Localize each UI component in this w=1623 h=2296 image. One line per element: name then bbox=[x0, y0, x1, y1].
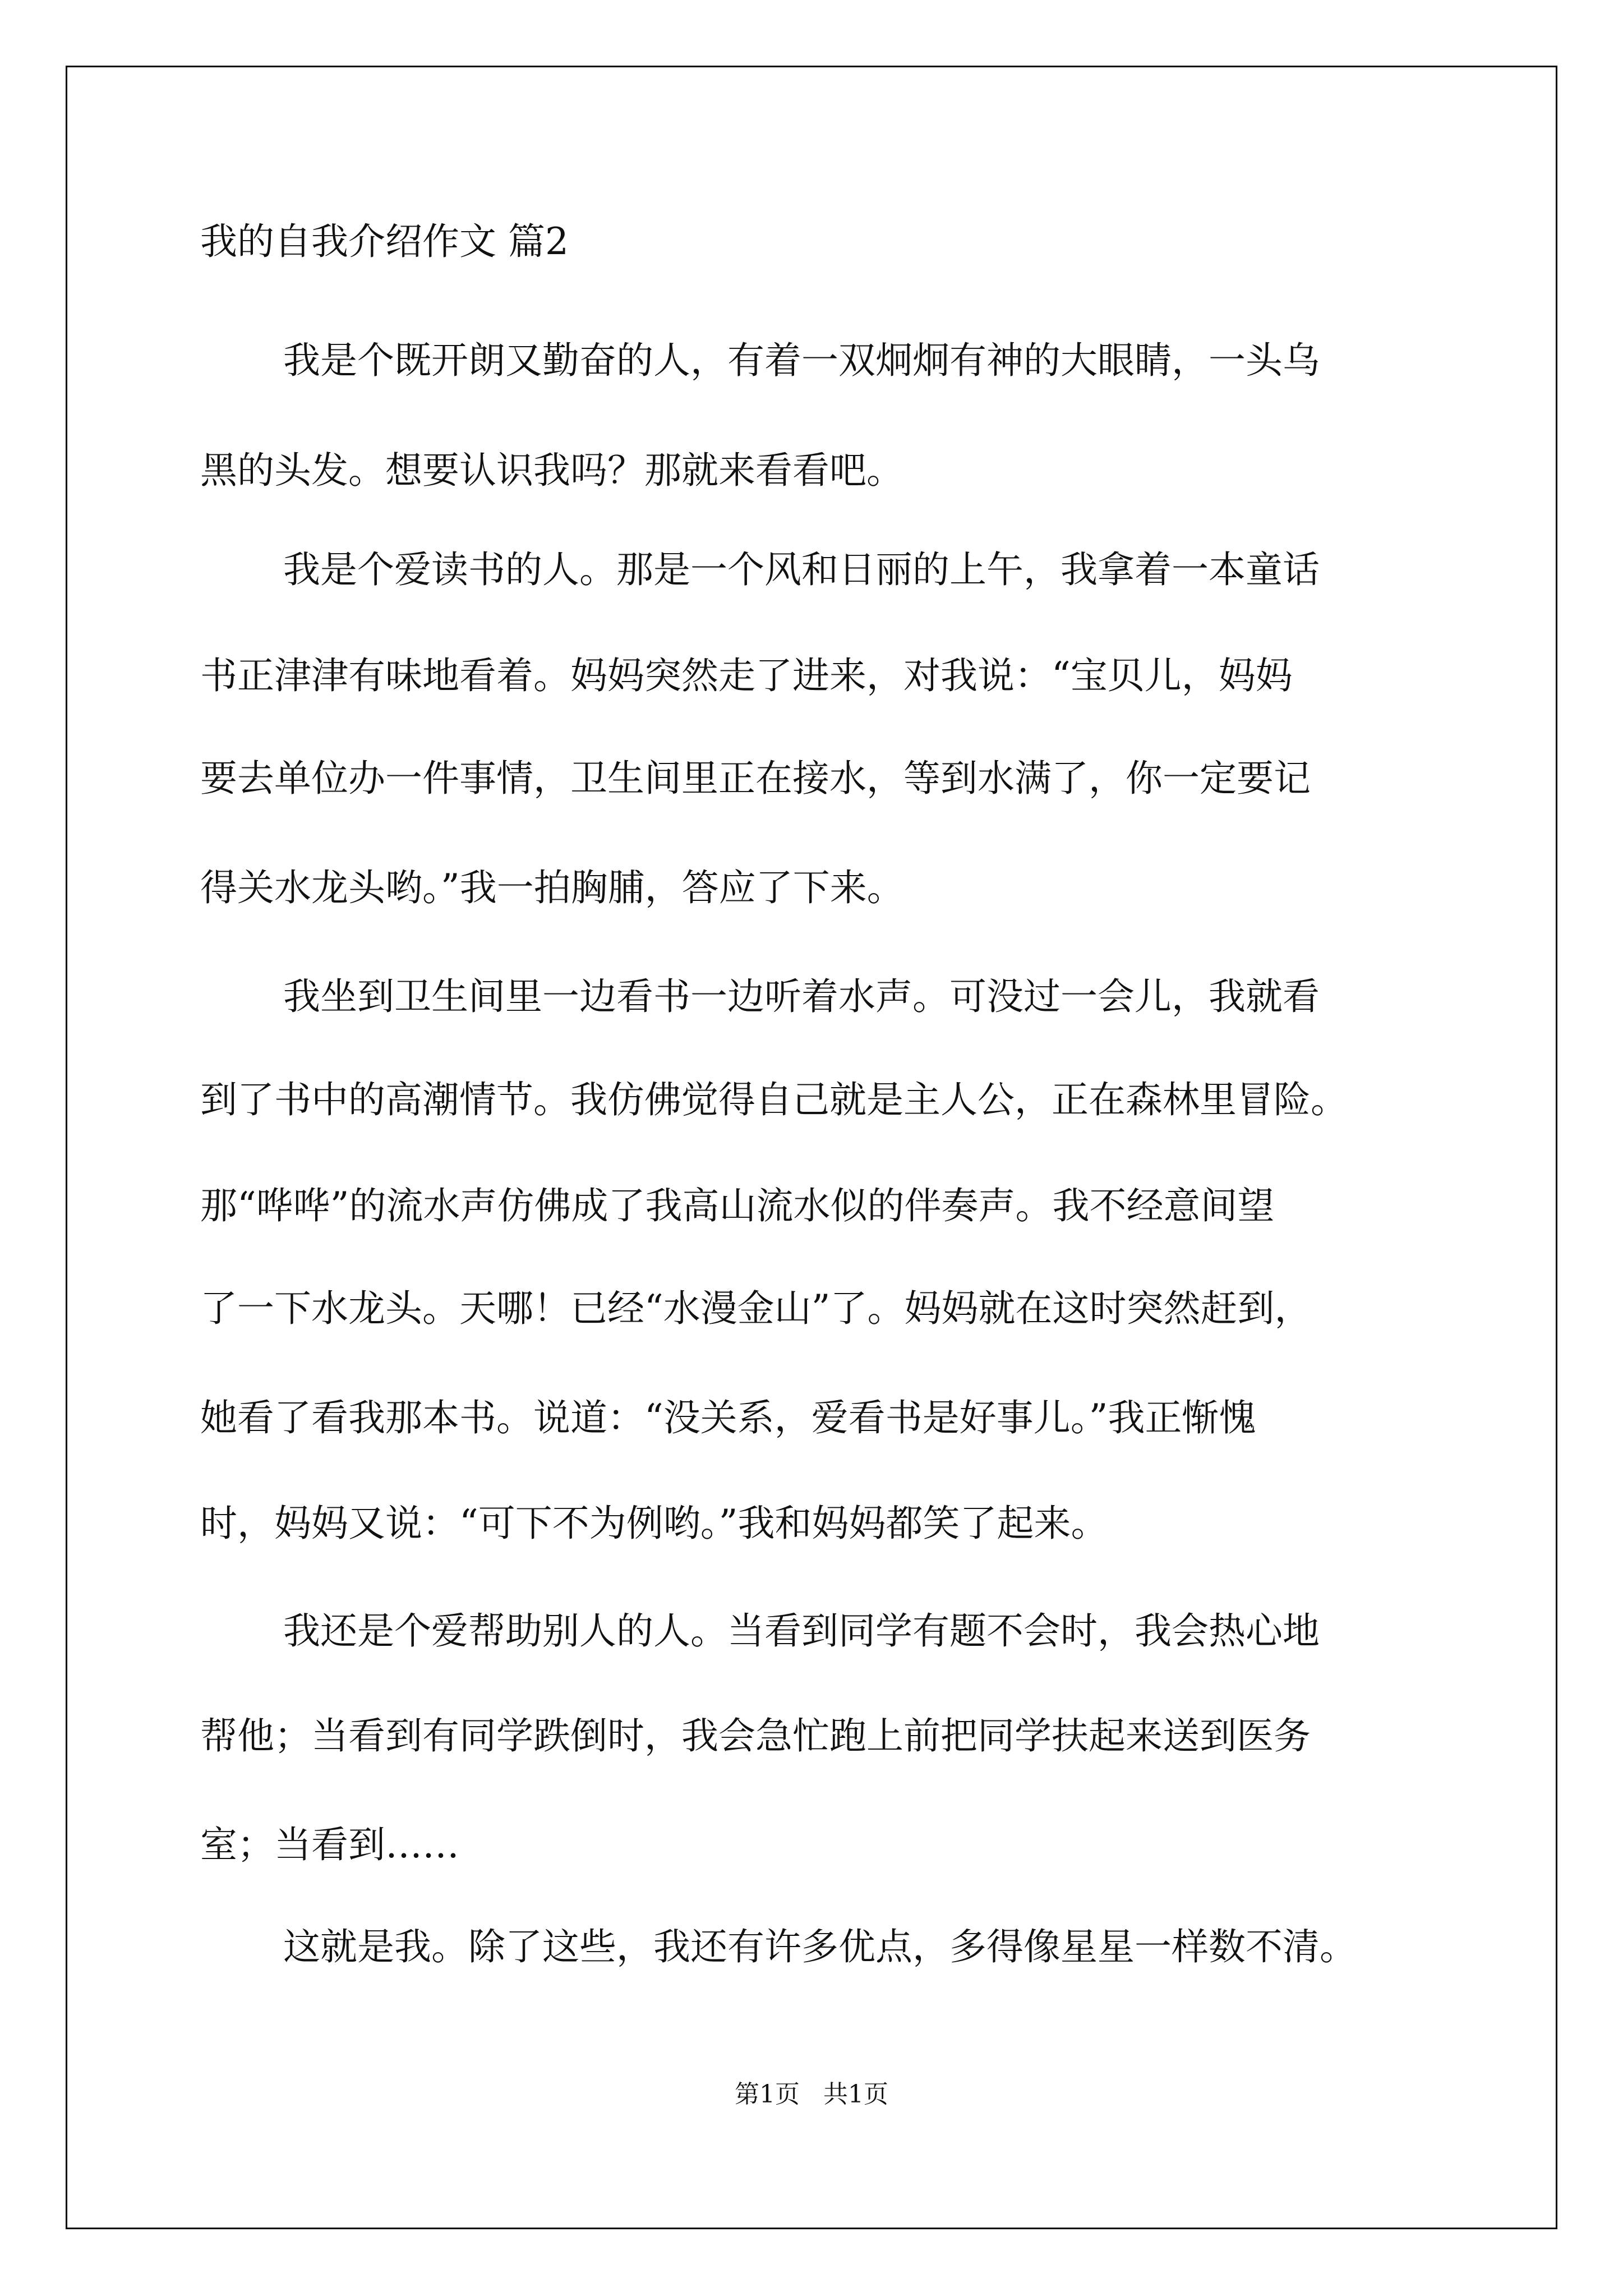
paragraph-5-line-1: 这就是我。除了这些，我还有许多优点，多得像星星一样数不清。 bbox=[283, 1925, 1357, 1968]
page-number-footer: 第1页 共1页 bbox=[735, 2080, 888, 2109]
document-title: 我的自我介绍作文 篇2 bbox=[200, 220, 569, 263]
paragraph-3-line-6: 时，妈妈又说：“可下不为例哟。”我和妈妈都笑了起来。 bbox=[200, 1502, 1108, 1545]
paragraph-2-line-1: 我是个爱读书的人。那是一个风和日丽的上午，我拿着一本童话 bbox=[283, 548, 1320, 591]
page-border bbox=[66, 66, 1557, 2229]
paragraph-3-line-3: 那“哗哗”的流水声仿佛成了我高山流水似的伴奏声。我不经意间望 bbox=[200, 1184, 1275, 1227]
paragraph-2-line-4: 得关水龙头哟。”我一拍胸脯，答应了下来。 bbox=[200, 866, 904, 909]
paragraph-3-line-4: 了一下水龙头。天哪！已经“水漫金山”了。妈妈就在这时突然赶到， bbox=[200, 1287, 1312, 1330]
paragraph-3-line-2: 到了书中的高潮情节。我仿佛觉得自己就是主人公，正在森林里冒险。 bbox=[200, 1078, 1348, 1121]
paragraph-2-line-3: 要去单位办一件事情，卫生间里正在接水，等到水满了，你一定要记 bbox=[200, 757, 1311, 800]
paragraph-1-line-2: 黑的头发。想要认识我吗？那就来看看吧。 bbox=[200, 449, 903, 492]
paragraph-3-line-1: 我坐到卫生间里一边看书一边听着水声。可没过一会儿，我就看 bbox=[283, 975, 1320, 1018]
paragraph-1-line-1: 我是个既开朗又勤奋的人，有着一双炯炯有神的大眼睛，一头乌 bbox=[283, 339, 1320, 382]
paragraph-4-line-1: 我还是个爱帮助别人的人。当看到同学有题不会时，我会热心地 bbox=[283, 1609, 1320, 1653]
paragraph-2-line-2: 书正津津有味地看着。妈妈突然走了进来，对我说：“宝贝儿，妈妈 bbox=[200, 654, 1293, 697]
paragraph-4-line-2: 帮他；当看到有同学跌倒时，我会急忙跑上前把同学扶起来送到医务 bbox=[200, 1714, 1311, 1757]
paragraph-3-line-5: 她看了看我那本书。说道：“没关系，爱看书是好事儿。”我正惭愧 bbox=[200, 1396, 1256, 1439]
paragraph-4-line-3: 室；当看到…… bbox=[200, 1823, 459, 1866]
